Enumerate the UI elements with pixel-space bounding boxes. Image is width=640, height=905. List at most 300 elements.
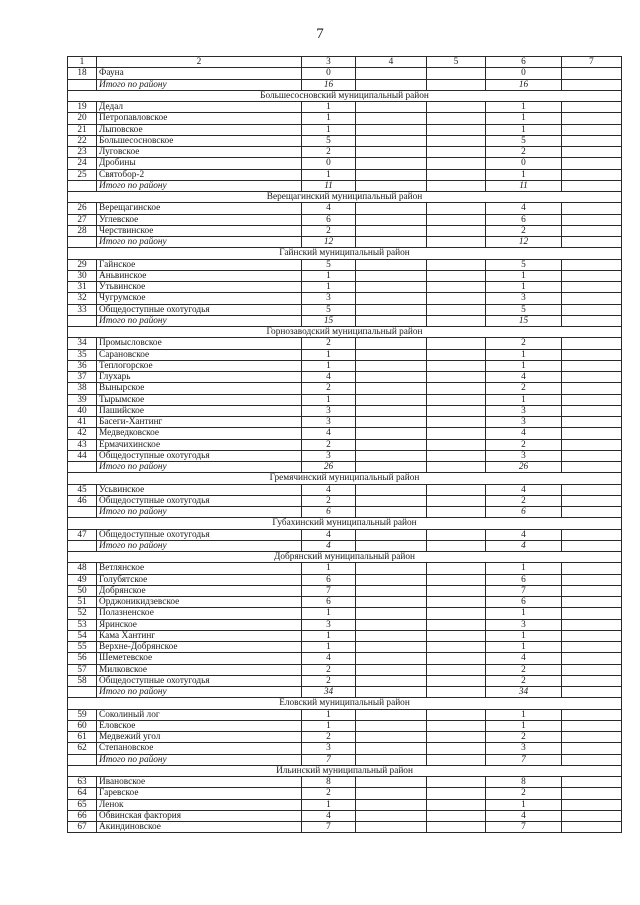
row-number: 59 <box>68 709 97 720</box>
value-col-5 <box>427 507 486 518</box>
value-col-5 <box>427 304 486 315</box>
column-header-6: 6 <box>486 57 562 68</box>
value-col-4 <box>356 777 427 788</box>
value-col-4 <box>356 799 427 810</box>
value-col-7 <box>562 439 622 450</box>
value-col-5 <box>427 585 486 596</box>
value-col-3: 1 <box>302 394 356 405</box>
row-number: 18 <box>68 68 97 79</box>
row-number: 26 <box>68 203 97 214</box>
value-col-7 <box>562 214 622 225</box>
value-col-6: 2 <box>486 225 562 236</box>
value-col-5 <box>427 259 486 270</box>
row-number: 50 <box>68 585 97 596</box>
value-col-7 <box>562 293 622 304</box>
table-header-row <box>68 57 622 68</box>
value-col-4 <box>356 563 427 574</box>
value-col-6: 0 <box>486 68 562 79</box>
value-col-5 <box>427 619 486 630</box>
row-number: 61 <box>68 732 97 743</box>
value-col-6: 2 <box>486 664 562 675</box>
district-title: Большесосновский муниципальный район <box>68 90 622 101</box>
table-row <box>68 720 622 731</box>
value-col-4 <box>356 225 427 236</box>
value-col-3: 4 <box>302 653 356 664</box>
value-col-3: 7 <box>302 585 356 596</box>
row-number <box>68 687 97 698</box>
value-col-5 <box>427 462 486 473</box>
value-col-4 <box>356 304 427 315</box>
table-row <box>68 293 622 304</box>
hunting-ground-name: Дробины <box>97 158 302 169</box>
value-col-7 <box>562 450 622 461</box>
value-col-4 <box>356 68 427 79</box>
row-number: 62 <box>68 743 97 754</box>
hunting-ground-name: Медведковское <box>97 428 302 439</box>
row-number: 58 <box>68 675 97 686</box>
value-col-6: 11 <box>486 180 562 191</box>
hunting-ground-name: Общедоступные охотугодья <box>97 495 302 506</box>
value-col-7 <box>562 259 622 270</box>
hunting-ground-name: Теплогорское <box>97 360 302 371</box>
hunting-ground-name: Дедал <box>97 102 302 113</box>
value-col-4 <box>356 102 427 113</box>
value-col-4 <box>356 529 427 540</box>
value-col-4 <box>356 754 427 765</box>
row-number: 44 <box>68 450 97 461</box>
value-col-3: 1 <box>302 102 356 113</box>
hunting-ground-name: Луговское <box>97 147 302 158</box>
value-col-3: 4 <box>302 540 356 551</box>
value-col-6: 4 <box>486 484 562 495</box>
value-col-7 <box>562 394 622 405</box>
value-col-6: 5 <box>486 304 562 315</box>
row-number: 35 <box>68 349 97 360</box>
value-col-7 <box>562 619 622 630</box>
hunting-ground-name: Яринское <box>97 619 302 630</box>
value-col-5 <box>427 158 486 169</box>
district-section-row <box>68 90 622 101</box>
value-col-6: 1 <box>486 102 562 113</box>
value-col-7 <box>562 124 622 135</box>
value-col-3: 0 <box>302 68 356 79</box>
value-col-6: 6 <box>486 507 562 518</box>
value-col-7 <box>562 428 622 439</box>
value-col-6: 8 <box>486 777 562 788</box>
value-col-6: 1 <box>486 608 562 619</box>
subtotal-row <box>68 507 622 518</box>
value-col-7 <box>562 383 622 394</box>
value-col-6: 2 <box>486 675 562 686</box>
row-number <box>68 462 97 473</box>
table-row <box>68 383 622 394</box>
hunting-ground-name: Углевское <box>97 214 302 225</box>
value-col-3: 16 <box>302 79 356 90</box>
value-col-4 <box>356 135 427 146</box>
hunting-ground-name: Обвинская фактория <box>97 810 302 821</box>
value-col-6: 2 <box>486 439 562 450</box>
row-number: 41 <box>68 417 97 428</box>
value-col-5 <box>427 360 486 371</box>
value-col-4 <box>356 642 427 653</box>
row-number: 45 <box>68 484 97 495</box>
hunting-ground-name: Общедоступные охотугодья <box>97 450 302 461</box>
subtotal-row <box>68 237 622 248</box>
value-col-7 <box>562 788 622 799</box>
table-row <box>68 304 622 315</box>
value-col-5 <box>427 495 486 506</box>
value-col-3: 2 <box>302 439 356 450</box>
row-number: 54 <box>68 630 97 641</box>
value-col-7 <box>562 653 622 664</box>
value-col-3: 3 <box>302 293 356 304</box>
hunting-ground-name: Орджоникидзевское <box>97 597 302 608</box>
value-col-5 <box>427 777 486 788</box>
hunting-ground-name: Промысловское <box>97 338 302 349</box>
column-header-7: 7 <box>562 57 622 68</box>
row-number <box>68 540 97 551</box>
page-number: 7 <box>316 26 324 42</box>
row-number: 67 <box>68 822 97 833</box>
district-title: Горнозаводский муниципальный район <box>68 327 622 338</box>
value-col-4 <box>356 158 427 169</box>
hunting-ground-name: Медвежий угол <box>97 732 302 743</box>
value-col-3: 1 <box>302 709 356 720</box>
value-col-6: 6 <box>486 574 562 585</box>
value-col-5 <box>427 102 486 113</box>
district-title: Гайнский муниципальный район <box>68 248 622 259</box>
value-col-3: 1 <box>302 169 356 180</box>
value-col-7 <box>562 675 622 686</box>
value-col-4 <box>356 237 427 248</box>
district-section-row <box>68 552 622 563</box>
value-col-4 <box>356 293 427 304</box>
value-col-6: 2 <box>486 788 562 799</box>
value-col-6: 2 <box>486 732 562 743</box>
hunting-ground-name: Общедоступные охотугодья <box>97 529 302 540</box>
value-col-4 <box>356 484 427 495</box>
value-col-6: 12 <box>486 237 562 248</box>
hunting-ground-name: Басеги-Хантинг <box>97 417 302 428</box>
row-number: 31 <box>68 282 97 293</box>
value-col-4 <box>356 462 427 473</box>
value-col-4 <box>356 540 427 551</box>
value-col-3: 1 <box>302 642 356 653</box>
value-col-7 <box>562 540 622 551</box>
value-col-6: 5 <box>486 135 562 146</box>
value-col-3: 26 <box>302 462 356 473</box>
value-col-4 <box>356 282 427 293</box>
value-col-6: 26 <box>486 462 562 473</box>
subtotal-row <box>68 180 622 191</box>
row-number: 34 <box>68 338 97 349</box>
value-col-5 <box>427 664 486 675</box>
value-col-5 <box>427 428 486 439</box>
value-col-3: 7 <box>302 754 356 765</box>
value-col-7 <box>562 597 622 608</box>
row-number <box>68 507 97 518</box>
value-col-6: 1 <box>486 642 562 653</box>
district-title: Верещагинский муниципальный район <box>68 192 622 203</box>
table-row <box>68 282 622 293</box>
value-col-5 <box>427 574 486 585</box>
value-col-3: 5 <box>302 304 356 315</box>
table-body <box>68 57 622 833</box>
hunting-ground-name: Ветлянское <box>97 563 302 574</box>
hunting-ground-name: Еловское <box>97 720 302 731</box>
value-col-3: 3 <box>302 405 356 416</box>
value-col-4 <box>356 630 427 641</box>
row-number <box>68 315 97 326</box>
value-col-7 <box>562 169 622 180</box>
table-row <box>68 124 622 135</box>
value-col-7 <box>562 417 622 428</box>
hunting-ground-name: Пашийское <box>97 405 302 416</box>
row-number: 36 <box>68 360 97 371</box>
hunting-ground-name: Добрянское <box>97 585 302 596</box>
subtotal-label: Итого по району <box>97 507 302 518</box>
value-col-7 <box>562 113 622 124</box>
value-col-4 <box>356 372 427 383</box>
value-col-5 <box>427 732 486 743</box>
value-col-6: 3 <box>486 405 562 416</box>
value-col-6: 1 <box>486 799 562 810</box>
row-number: 64 <box>68 788 97 799</box>
value-col-3: 1 <box>302 349 356 360</box>
value-col-3: 1 <box>302 360 356 371</box>
value-col-5 <box>427 799 486 810</box>
value-col-7 <box>562 799 622 810</box>
value-col-4 <box>356 113 427 124</box>
table-row <box>68 675 622 686</box>
value-col-3: 6 <box>302 214 356 225</box>
table-row <box>68 585 622 596</box>
district-title: Добрянский муниципальный район <box>68 552 622 563</box>
row-number: 52 <box>68 608 97 619</box>
column-header-1: 1 <box>68 57 97 68</box>
value-col-7 <box>562 585 622 596</box>
value-col-7 <box>562 462 622 473</box>
table-row <box>68 405 622 416</box>
table-row <box>68 743 622 754</box>
value-col-4 <box>356 585 427 596</box>
value-col-7 <box>562 147 622 158</box>
value-col-6: 1 <box>486 282 562 293</box>
value-col-4 <box>356 507 427 518</box>
value-col-7 <box>562 687 622 698</box>
value-col-3: 8 <box>302 777 356 788</box>
table-row <box>68 417 622 428</box>
value-col-3: 11 <box>302 180 356 191</box>
hunting-ground-name: Большесосновское <box>97 135 302 146</box>
row-number: 21 <box>68 124 97 135</box>
value-col-6: 3 <box>486 450 562 461</box>
value-col-3: 2 <box>302 383 356 394</box>
table-row <box>68 642 622 653</box>
value-col-5 <box>427 743 486 754</box>
value-col-7 <box>562 405 622 416</box>
table-row <box>68 169 622 180</box>
value-col-5 <box>427 135 486 146</box>
hunting-ground-name: Верхне-Добрянское <box>97 642 302 653</box>
hunting-ground-name: Соколиный лог <box>97 709 302 720</box>
value-col-7 <box>562 664 622 675</box>
value-col-5 <box>427 788 486 799</box>
subtotal-label: Итого по району <box>97 315 302 326</box>
value-col-7 <box>562 777 622 788</box>
hunting-ground-name: Степановское <box>97 743 302 754</box>
value-col-4 <box>356 439 427 450</box>
value-col-7 <box>562 574 622 585</box>
value-col-5 <box>427 608 486 619</box>
value-col-4 <box>356 203 427 214</box>
district-section-row <box>68 327 622 338</box>
table-row <box>68 810 622 821</box>
value-col-5 <box>427 687 486 698</box>
table-row <box>68 113 622 124</box>
value-col-7 <box>562 372 622 383</box>
table-row <box>68 203 622 214</box>
hunting-ground-name: Аньвинское <box>97 270 302 281</box>
table-row <box>68 270 622 281</box>
table-row <box>68 653 622 664</box>
hunting-ground-name: Милковское <box>97 664 302 675</box>
hunting-ground-name: Шеметевское <box>97 653 302 664</box>
hunting-ground-name: Общедоступные охотугодья <box>97 304 302 315</box>
value-col-6: 4 <box>486 810 562 821</box>
subtotal-label: Итого по району <box>97 237 302 248</box>
value-col-4 <box>356 169 427 180</box>
value-col-5 <box>427 282 486 293</box>
table-row <box>68 259 622 270</box>
value-col-6: 3 <box>486 293 562 304</box>
row-number: 27 <box>68 214 97 225</box>
row-number: 29 <box>68 259 97 270</box>
value-col-7 <box>562 158 622 169</box>
value-col-7 <box>562 732 622 743</box>
value-col-7 <box>562 360 622 371</box>
row-number: 40 <box>68 405 97 416</box>
hunting-ground-name: Ленок <box>97 799 302 810</box>
column-header-2: 2 <box>97 57 302 68</box>
table-row <box>68 597 622 608</box>
table-row <box>68 608 622 619</box>
value-col-6: 4 <box>486 653 562 664</box>
value-col-3: 3 <box>302 619 356 630</box>
value-col-7 <box>562 349 622 360</box>
table-row <box>68 664 622 675</box>
value-col-6: 5 <box>486 259 562 270</box>
value-col-4 <box>356 664 427 675</box>
district-section-row <box>68 518 622 529</box>
value-col-6: 3 <box>486 417 562 428</box>
column-header-3: 3 <box>302 57 356 68</box>
value-col-6: 4 <box>486 540 562 551</box>
subtotal-label: Итого по району <box>97 754 302 765</box>
value-col-4 <box>356 147 427 158</box>
table-row <box>68 147 622 158</box>
value-col-6: 7 <box>486 754 562 765</box>
table-row <box>68 225 622 236</box>
table-row <box>68 214 622 225</box>
value-col-3: 5 <box>302 259 356 270</box>
value-col-7 <box>562 822 622 833</box>
value-col-7 <box>562 743 622 754</box>
value-col-4 <box>356 619 427 630</box>
row-number: 25 <box>68 169 97 180</box>
table-row <box>68 68 622 79</box>
value-col-5 <box>427 439 486 450</box>
value-col-7 <box>562 630 622 641</box>
value-col-3: 1 <box>302 270 356 281</box>
value-col-3: 12 <box>302 237 356 248</box>
value-col-7 <box>562 529 622 540</box>
row-number: 19 <box>68 102 97 113</box>
value-col-6: 4 <box>486 529 562 540</box>
row-number: 60 <box>68 720 97 731</box>
value-col-3: 4 <box>302 372 356 383</box>
value-col-4 <box>356 124 427 135</box>
hunting-ground-name: Усьвинское <box>97 484 302 495</box>
value-col-5 <box>427 642 486 653</box>
value-col-3: 4 <box>302 529 356 540</box>
value-col-3: 1 <box>302 124 356 135</box>
value-col-4 <box>356 394 427 405</box>
value-col-5 <box>427 315 486 326</box>
hunting-ground-name: Акиндиновское <box>97 822 302 833</box>
district-section-row <box>68 698 622 709</box>
row-number: 38 <box>68 383 97 394</box>
value-col-5 <box>427 349 486 360</box>
value-col-7 <box>562 563 622 574</box>
value-col-6: 1 <box>486 630 562 641</box>
value-col-5 <box>427 147 486 158</box>
hunting-ground-name: Черствинское <box>97 225 302 236</box>
row-number <box>68 237 97 248</box>
value-col-5 <box>427 270 486 281</box>
value-col-7 <box>562 495 622 506</box>
value-col-4 <box>356 315 427 326</box>
hunting-ground-name: Чугрумское <box>97 293 302 304</box>
table-row <box>68 822 622 833</box>
value-col-5 <box>427 338 486 349</box>
value-col-7 <box>562 720 622 731</box>
hunting-ground-name: Ермачихинское <box>97 439 302 450</box>
value-col-4 <box>356 214 427 225</box>
value-col-5 <box>427 79 486 90</box>
table-row <box>68 102 622 113</box>
value-col-6: 0 <box>486 158 562 169</box>
value-col-3: 2 <box>302 664 356 675</box>
value-col-4 <box>356 597 427 608</box>
value-col-5 <box>427 540 486 551</box>
value-col-3: 0 <box>302 158 356 169</box>
value-col-4 <box>356 687 427 698</box>
value-col-4 <box>356 450 427 461</box>
value-col-5 <box>427 720 486 731</box>
subtotal-label: Итого по району <box>97 540 302 551</box>
value-col-4 <box>356 743 427 754</box>
table-row <box>68 799 622 810</box>
row-number: 23 <box>68 147 97 158</box>
value-col-7 <box>562 180 622 191</box>
value-col-6: 1 <box>486 360 562 371</box>
value-col-6: 3 <box>486 743 562 754</box>
value-col-7 <box>562 315 622 326</box>
subtotal-label: Итого по району <box>97 462 302 473</box>
hunting-ground-name: Голубятское <box>97 574 302 585</box>
row-number: 24 <box>68 158 97 169</box>
